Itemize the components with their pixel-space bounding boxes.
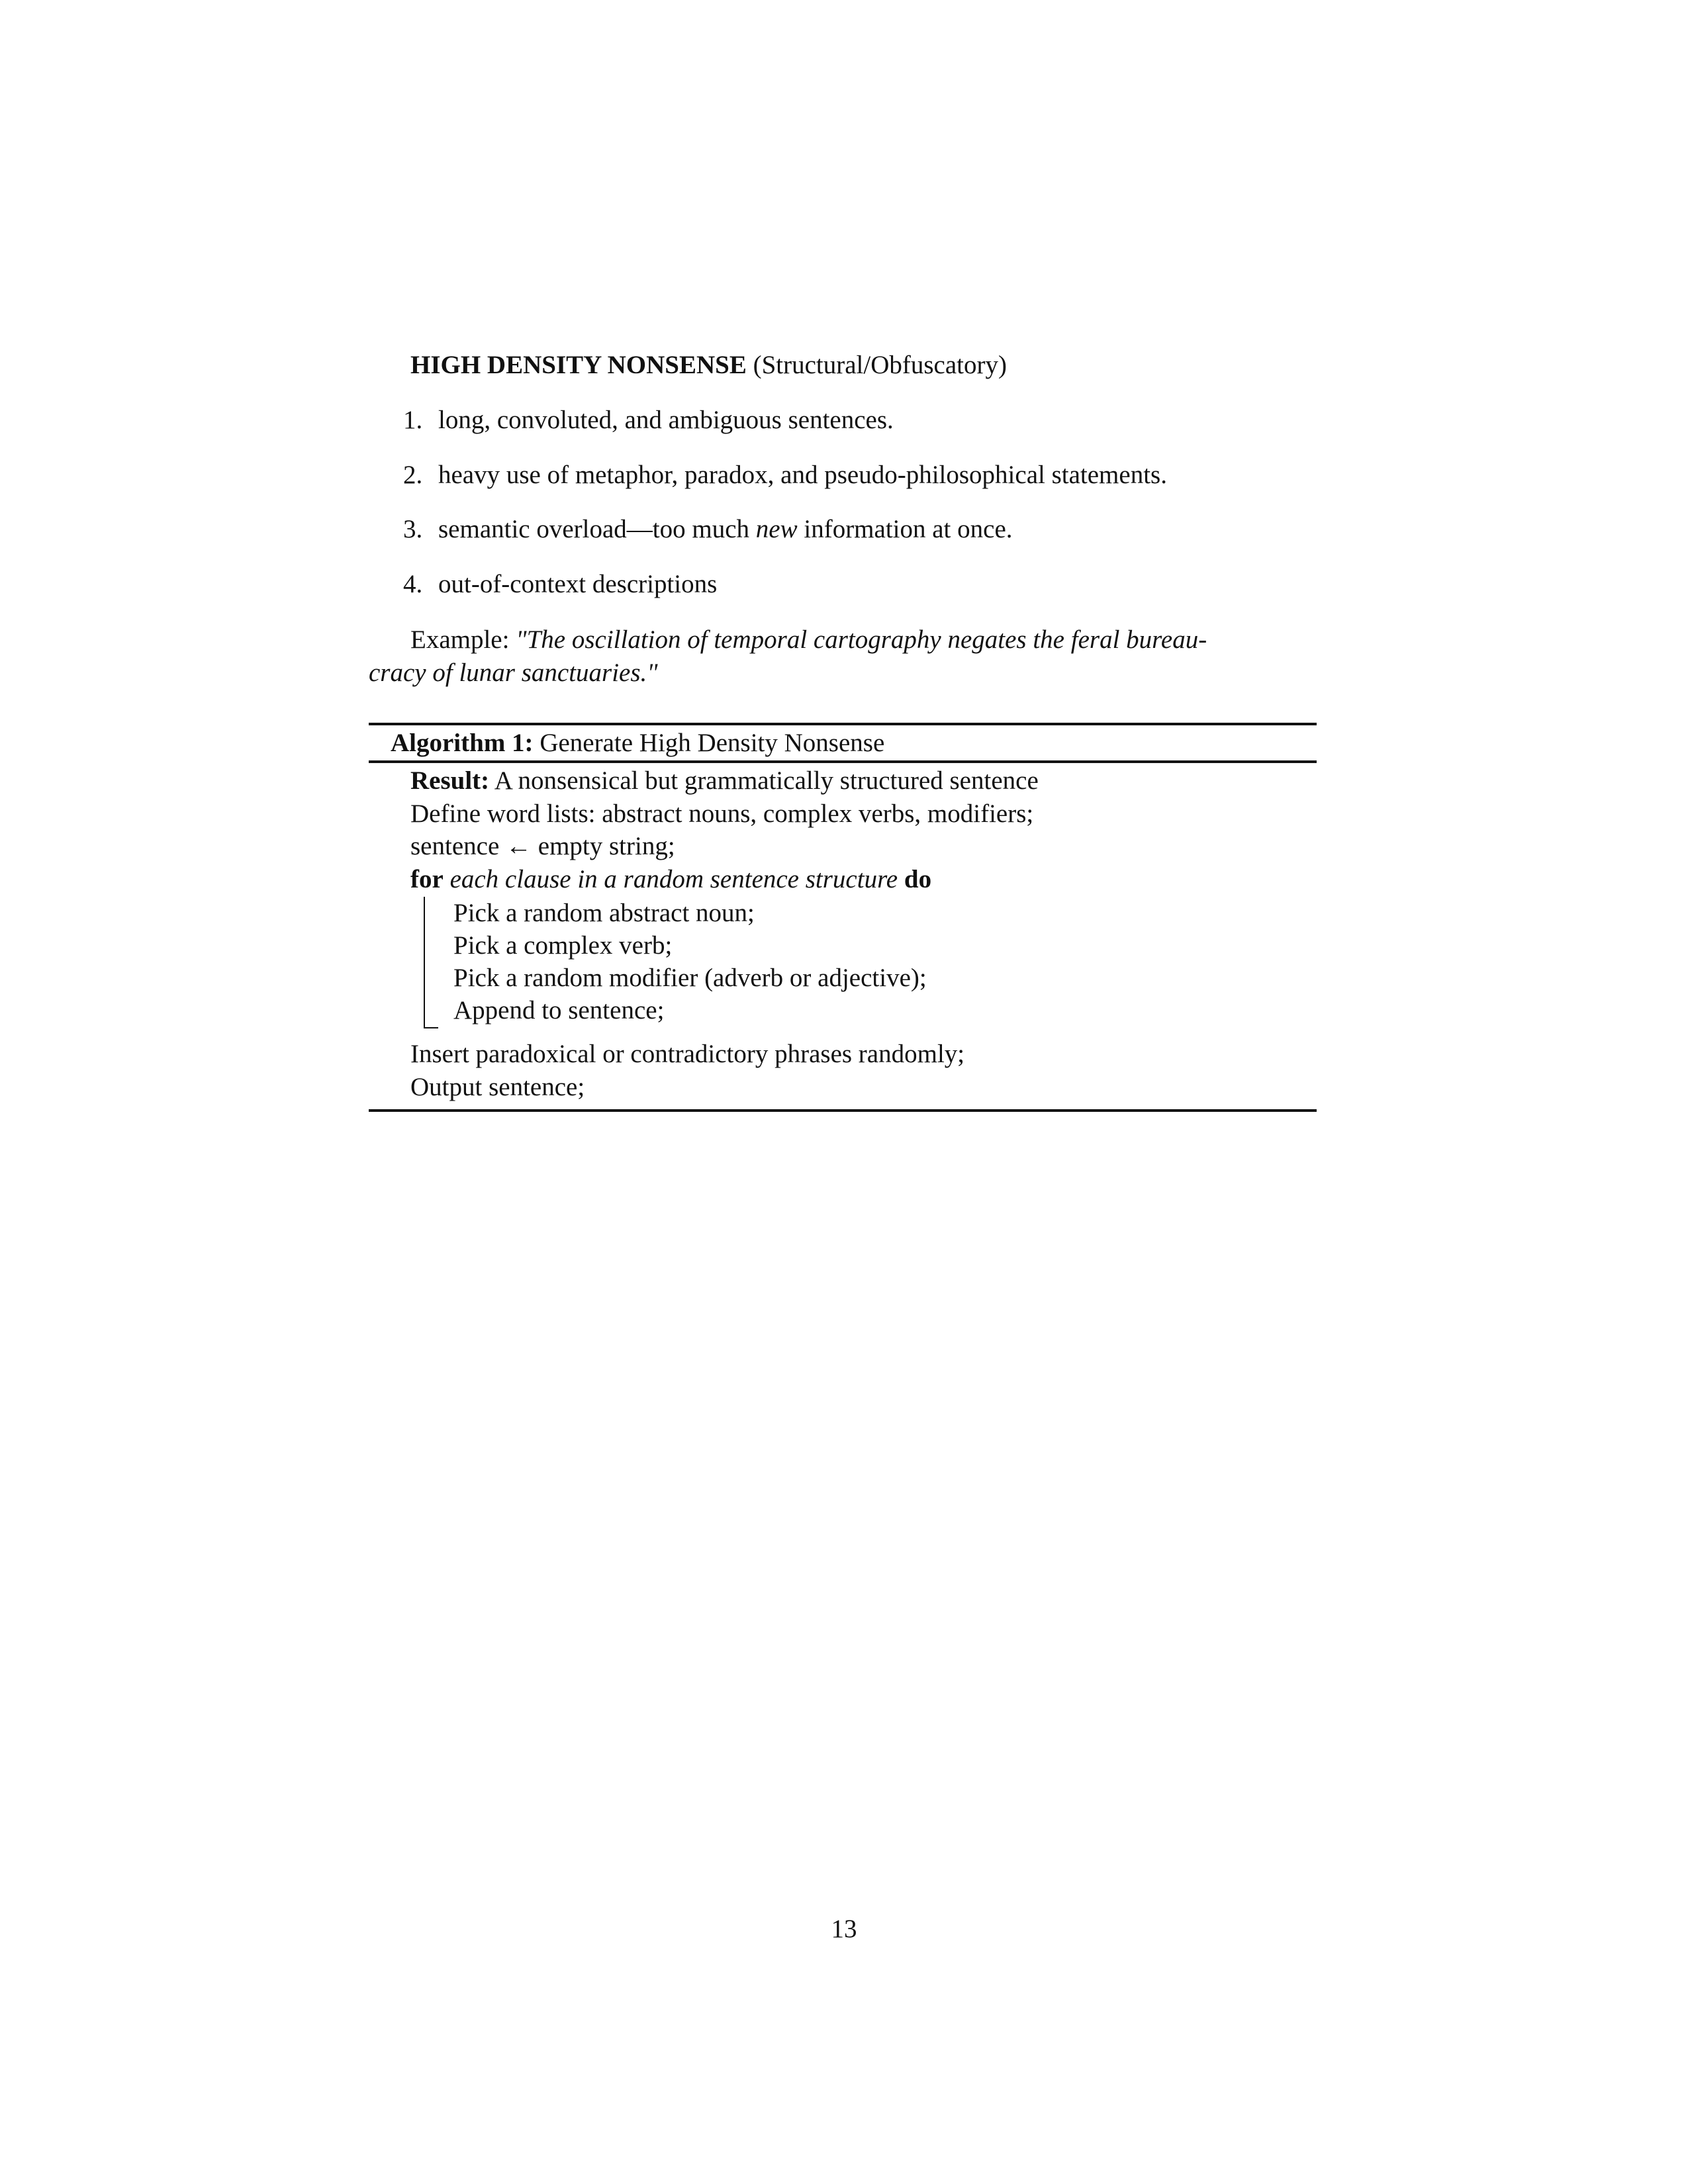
algorithm-line-define: Define word lists: abstract nouns, complex verbs, modifiers;	[410, 799, 1034, 828]
algorithm-bottom-rule	[369, 1109, 1317, 1112]
algorithm-top-rule	[369, 723, 1317, 725]
algorithm-line-for	[410, 866, 931, 892]
loop-body-line: Pick a random abstract noun;	[453, 899, 755, 927]
algorithm-caption	[391, 730, 884, 756]
example-label: Example:	[410, 625, 510, 654]
list-item-number: 2.	[403, 461, 423, 489]
list-item	[403, 462, 422, 488]
example-line-2: cracy of lunar sanctuaries."	[369, 659, 658, 687]
list-item-number: 3.	[403, 515, 423, 543]
for-condition: each clause in a random sentence structure	[449, 865, 898, 893]
example-line-1	[410, 627, 1207, 653]
list-item	[403, 571, 422, 597]
result-text: A nonsensical but grammatically structured sentence	[494, 766, 1039, 795]
loop-body-line: Pick a complex verb;	[453, 931, 673, 960]
for-keyword: for	[410, 865, 444, 893]
algorithm-line-insert: Insert paradoxical or contradictory phrases randomly;	[410, 1040, 965, 1068]
list-item-text: long, convoluted, and ambiguous sentences.	[438, 406, 894, 434]
do-keyword: do	[904, 865, 932, 893]
page-number: 13	[831, 1915, 857, 1943]
loop-body-line: Append to sentence;	[453, 996, 665, 1024]
algorithm-line-output: Output sentence;	[410, 1073, 585, 1101]
algorithm-caption-label: Algorithm 1:	[391, 729, 534, 757]
algorithm-caption-title: Generate High Density Nonsense	[539, 729, 885, 757]
section-subtitle: (Structural/Obfuscatory)	[753, 351, 1007, 379]
list-item	[403, 516, 422, 542]
algorithm-line-init: sentence ← empty string;	[410, 832, 675, 860]
section-heading	[410, 352, 1007, 378]
list-item-emphasis: new	[755, 515, 798, 543]
list-item-number: 1.	[403, 406, 423, 434]
example-quote: "The oscillation of temporal cartography negates the feral bureau-	[516, 625, 1207, 654]
result-label: Result:	[410, 766, 490, 795]
list-item-text: heavy use of metaphor, paradox, and pseudo-philosophical statements.	[438, 461, 1167, 489]
list-item-text-part: information at once.	[797, 515, 1013, 543]
list-item-number: 4.	[403, 570, 423, 598]
algorithm-result	[410, 768, 1039, 794]
algorithm-mid-rule	[369, 760, 1317, 763]
list-item-text: out-of-context descriptions	[438, 570, 718, 598]
loop-bracket-icon	[424, 897, 425, 1028]
loop-body-line: Pick a random modifier (adverb or adjective);	[453, 964, 927, 992]
list-item-text	[438, 516, 1013, 542]
list-item	[403, 407, 422, 433]
loop-bracket-end-icon	[424, 1027, 438, 1028]
list-item-text-part: semantic overload—too much	[438, 515, 756, 543]
section-title: HIGH DENSITY NONSENSE	[410, 351, 747, 379]
